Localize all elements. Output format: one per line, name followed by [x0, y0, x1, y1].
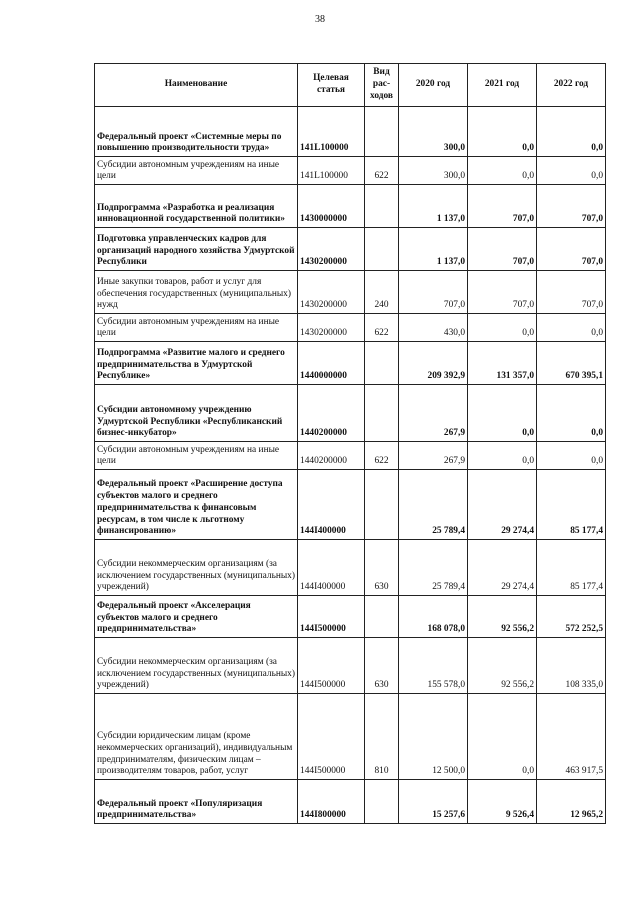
- row-name: Подготовка управленческих кадров для организаций народного хозяйства Удмуртской Республики: [95, 228, 298, 271]
- row-2022: 0,0: [537, 314, 606, 342]
- row-article: 1430200000: [298, 228, 365, 271]
- table-row: [95, 314, 606, 342]
- budget-table: [94, 63, 606, 824]
- row-kind: [365, 228, 399, 271]
- row-kind: 630: [365, 638, 399, 694]
- table-row: [95, 157, 606, 185]
- row-2020: 25 789,4: [399, 540, 468, 596]
- row-article: 1440000000: [298, 342, 365, 385]
- row-2022: 85 177,4: [537, 540, 606, 596]
- row-2021: 29 274,4: [468, 540, 537, 596]
- row-name: Федеральный проект «Популяризация предпринимательства»: [95, 780, 298, 824]
- row-2020: 707,0: [399, 271, 468, 314]
- header-article: Целевая статья: [298, 64, 365, 107]
- row-2022: 0,0: [537, 385, 606, 442]
- row-2022: 707,0: [537, 271, 606, 314]
- row-2022: 670 395,1: [537, 342, 606, 385]
- row-2020: 267,9: [399, 385, 468, 442]
- row-article: 1430200000: [298, 314, 365, 342]
- row-kind: [365, 470, 399, 540]
- row-name: Подпрограмма «Развитие малого и среднего предпринимательства в Удмуртской Республике»: [95, 342, 298, 385]
- row-2022: 108 335,0: [537, 638, 606, 694]
- row-article: 1430200000: [298, 271, 365, 314]
- row-name: Субсидии автономному учреждению Удмуртской Республики «Республиканский бизнес-инкубатор»: [95, 385, 298, 442]
- row-2022: 0,0: [537, 442, 606, 470]
- row-2020: 430,0: [399, 314, 468, 342]
- row-name: Субсидии юридическим лицам (кроме некоммерческих организаций), индивидуальным предпринимателям, физическим лицам – производителям товаров, работ, услуг: [95, 694, 298, 780]
- row-2020: 267,9: [399, 442, 468, 470]
- row-kind: [365, 596, 399, 638]
- row-2020: 25 789,4: [399, 470, 468, 540]
- table-row: [95, 342, 606, 385]
- row-article: 1440200000: [298, 385, 365, 442]
- row-2022: 707,0: [537, 185, 606, 228]
- row-kind: [365, 185, 399, 228]
- row-2021: 92 556,2: [468, 596, 537, 638]
- table-row: [95, 694, 606, 780]
- row-kind: 622: [365, 157, 399, 185]
- table-row: [95, 780, 606, 824]
- row-kind: [365, 107, 399, 157]
- row-kind: 622: [365, 314, 399, 342]
- row-2020: 155 578,0: [399, 638, 468, 694]
- row-2021: 0,0: [468, 694, 537, 780]
- row-kind: 240: [365, 271, 399, 314]
- row-article: 144I400000: [298, 540, 365, 596]
- row-2021: 0,0: [468, 107, 537, 157]
- row-article: 141L100000: [298, 157, 365, 185]
- row-article: 141L100000: [298, 107, 365, 157]
- row-2021: 9 526,4: [468, 780, 537, 824]
- row-2020: 209 392,9: [399, 342, 468, 385]
- row-name: Субсидии некоммерческим организациям (за исключением государственных (муниципальных) учреждений): [95, 638, 298, 694]
- row-2021: 0,0: [468, 157, 537, 185]
- row-article: 1440200000: [298, 442, 365, 470]
- table-row: [95, 540, 606, 596]
- row-2020: 1 137,0: [399, 228, 468, 271]
- row-article: 1430000000: [298, 185, 365, 228]
- row-name: Иные закупки товаров, работ и услуг для обеспечения государственных (муниципальных) нужд: [95, 271, 298, 314]
- header-name: Наименование: [95, 64, 298, 107]
- row-2022: 463 917,5: [537, 694, 606, 780]
- table-row: [95, 107, 606, 157]
- row-2020: 300,0: [399, 157, 468, 185]
- row-name: Субсидии некоммерческим организациям (за исключением государственных (муниципальных) учреждений): [95, 540, 298, 596]
- row-article: 144I500000: [298, 638, 365, 694]
- table-row: [95, 271, 606, 314]
- row-name: Подпрограмма «Разработка и реализация инновационной государственной политики»: [95, 185, 298, 228]
- row-name: Субсидии автономным учреждениям на иные цели: [95, 314, 298, 342]
- row-kind: 622: [365, 442, 399, 470]
- row-kind: [365, 780, 399, 824]
- row-2021: 0,0: [468, 442, 537, 470]
- row-2022: 12 965,2: [537, 780, 606, 824]
- row-name: Федеральный проект «Расширение доступа субъектов малого и среднего предпринимательства к финансовым ресурсам, в том числе к льготному финансированию»: [95, 470, 298, 540]
- row-kind: [365, 342, 399, 385]
- row-kind: [365, 385, 399, 442]
- header-kind: Вид рас- ходов: [365, 64, 399, 107]
- row-kind: 810: [365, 694, 399, 780]
- row-2020: 300,0: [399, 107, 468, 157]
- row-article: 144I400000: [298, 470, 365, 540]
- row-2020: 168 078,0: [399, 596, 468, 638]
- row-kind: 630: [365, 540, 399, 596]
- row-2022: 0,0: [537, 107, 606, 157]
- header-row: [95, 64, 606, 107]
- page-number: 38: [315, 14, 325, 25]
- header-2022: 2022 год: [537, 64, 606, 107]
- row-name: Субсидии автономным учреждениям на иные цели: [95, 157, 298, 185]
- row-2021: 707,0: [468, 185, 537, 228]
- row-2020: 15 257,6: [399, 780, 468, 824]
- row-2021: 131 357,0: [468, 342, 537, 385]
- row-2021: 707,0: [468, 271, 537, 314]
- table-row: [95, 596, 606, 638]
- row-2020: 1 137,0: [399, 185, 468, 228]
- row-2020: 12 500,0: [399, 694, 468, 780]
- row-article: 144I500000: [298, 596, 365, 638]
- header-2021: 2021 год: [468, 64, 537, 107]
- row-2021: 0,0: [468, 314, 537, 342]
- row-2021: 92 556,2: [468, 638, 537, 694]
- table-row: [95, 185, 606, 228]
- table-row: [95, 385, 606, 442]
- table-row: [95, 228, 606, 271]
- table-row: [95, 442, 606, 470]
- row-name: Федеральный проект «Системные меры по повышению производительности труда»: [95, 107, 298, 157]
- row-article: 144I500000: [298, 694, 365, 780]
- table-row: [95, 470, 606, 540]
- header-2020: 2020 год: [399, 64, 468, 107]
- row-2021: 0,0: [468, 385, 537, 442]
- row-2022: 85 177,4: [537, 470, 606, 540]
- row-2021: 29 274,4: [468, 470, 537, 540]
- row-2022: 572 252,5: [537, 596, 606, 638]
- row-2022: 707,0: [537, 228, 606, 271]
- row-name: Федеральный проект «Акселерация субъектов малого и среднего предпринимательства»: [95, 596, 298, 638]
- row-name: Субсидии автономным учреждениям на иные цели: [95, 442, 298, 470]
- row-article: 144I800000: [298, 780, 365, 824]
- row-2022: 0,0: [537, 157, 606, 185]
- table-row: [95, 638, 606, 694]
- row-2021: 707,0: [468, 228, 537, 271]
